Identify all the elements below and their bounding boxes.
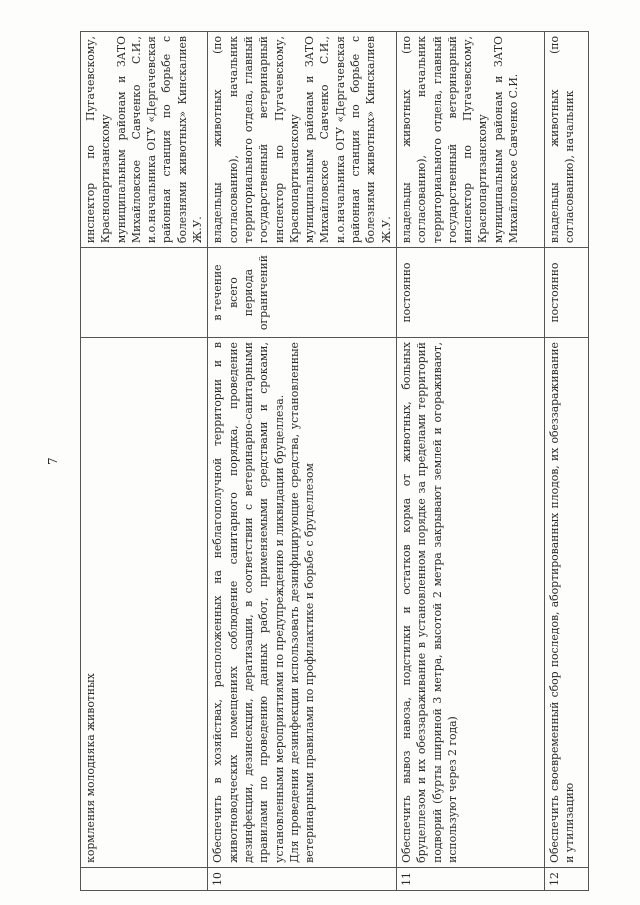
row-action — [208, 338, 397, 868]
rotated-page — [30, 0, 640, 905]
table-row — [396, 32, 544, 891]
measures-table — [80, 31, 589, 891]
row-responsible: владельцы животных (по согласованию), начальник территориального отдела, главный государственный ветеринарный инспектор по Пугачевскому, Краснопартизанскому муниципальным районам и ЗАТО Михайловское Савченко С.И. — [396, 32, 544, 248]
row-number — [81, 867, 208, 890]
row-responsible: владельцы животных (по согласованию), начальник территориального отдела, главный государственный ветеринарный инспектор по Пугачевскому, Краснопартизанскому муниципальным районам и ЗАТО Михайловское Савченко С.И., и.о.начальника ОГУ «Дергачевская районная станция по борьбе с болезнями животных» Кинскалиев Ж.У. — [208, 32, 397, 248]
row-term: постоянно — [396, 248, 544, 338]
row-action-paragraph: Обеспечить в хозяйствах, расположенных на неблагополучной территории и в животноводческих помещениях соблюдение санитарного порядка, проведение дезинфекции, дезинсекции, дератизации, в соответствии с ветеринарно-санитарными правилами по проведению данных работ, применяемыми средствами и сроками, установленными мероприятиями по предупреждению и ликвидации бруцеллеза. — [211, 342, 286, 863]
row-number: 12 — [544, 867, 588, 890]
row-term: постоянно — [544, 248, 588, 338]
row-responsible: владельцы животных (по согласованию), начальник — [544, 32, 588, 248]
row-action-paragraph: Для проведения дезинфекции использовать дезинфицирующие средства, установленные ветеринарными правилами по профилактике и борьбе с бруцеллезом — [287, 342, 317, 863]
table-row — [81, 32, 208, 891]
row-action: Обеспечить своевременный сбор последов, абортированных плодов, их обеззараживание и утилизацию — [544, 338, 588, 868]
row-action: Обеспечить вывоз навоза, подстилки и остатков корма от животных, больных бруцеллезом и их обеззараживание в установленном порядке за пределами территорий подворий (бурты шириной 3 метра, высотой 2 метра закрывают землей и огораживают, используют через 2 года) — [396, 338, 544, 868]
row-term — [81, 248, 208, 338]
row-number: 11 — [396, 867, 544, 890]
table-row — [544, 32, 588, 891]
page-number: 7 — [46, 457, 60, 465]
table-row — [208, 32, 397, 891]
row-responsible: инспектор по Пугачевскому, Краснопартизанскому муниципальным районам и ЗАТО Михайловское Савченко С.И., и.о.начальника ОГУ «Дергачевская районная станция по борьбе с болезнями животных» Кинскалиев Ж.У. — [81, 32, 208, 248]
row-number: 10 — [208, 867, 397, 890]
row-term: в течение всего периода ограничений — [208, 248, 397, 338]
row-action: кормления молодняка животных — [81, 338, 208, 868]
